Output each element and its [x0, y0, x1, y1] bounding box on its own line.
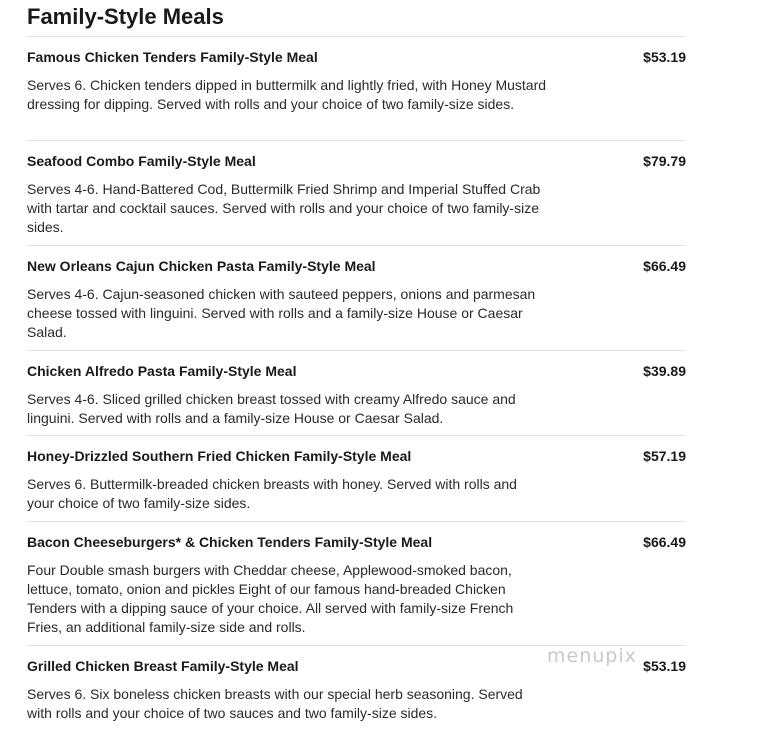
menu-item [27, 350, 686, 436]
section-heading: Family-Style Meals [27, 4, 224, 29]
item-description: Serves 6. Buttermilk-breaded chicken breasts with honey. Served with rolls and your choice of two family-size sides. [27, 476, 517, 511]
item-name: New Orleans Cajun Chicken Pasta Family-Style Meal [27, 258, 376, 274]
item-description: Serves 4-6. Sliced grilled chicken breast tossed with creamy Alfredo sauce and linguini. Served with rolls and a family-size House or Caesar Salad. [27, 391, 516, 426]
menu-item [27, 435, 686, 522]
item-name: Seafood Combo Family-Style Meal [27, 153, 256, 169]
item-name: Famous Chicken Tenders Family-Style Meal [27, 49, 318, 65]
item-description: Serves 4-6. Hand-Battered Cod, Buttermilk Fried Shrimp and Imperial Stuffed Crab with tartar and cocktail sauces. Served with rolls and your choice of two family-size sides. [27, 181, 541, 235]
watermark-logo: menupix [547, 645, 637, 667]
item-description: Serves 6. Chicken tenders dipped in buttermilk and lightly fried, with Honey Mustard dressing for dipping. Served with rolls and your choice of two family-size sides. [27, 77, 547, 112]
item-price: $79.79 [643, 153, 686, 169]
item-description: Four Double smash burgers with Cheddar cheese, Applewood-smoked bacon, lettuce, tomato, onion and pickles Eight of our famous hand-breaded Chicken Tenders with a dipping sauce of your choice. All served with family-size French Fries, an additional family-size side and rolls. [27, 562, 514, 635]
item-description: Serves 4-6. Cajun-seasoned chicken with sauteed peppers, onions and parmesan cheese tossed with linguini. Served with rolls and a family-size House or Caesar Salad. [27, 286, 536, 340]
item-price: $66.49 [643, 258, 686, 274]
item-price: $66.49 [643, 534, 686, 550]
item-price: $57.19 [643, 448, 686, 464]
item-description: Serves 6. Six boneless chicken breasts with our special herb seasoning. Served with rolls and your choice of two sauces and two family-size sides. [27, 686, 523, 721]
item-price: $53.19 [643, 49, 686, 65]
menu-item [27, 140, 686, 246]
item-price: $39.89 [643, 363, 686, 379]
item-name: Honey-Drizzled Southern Fried Chicken Family-Style Meal [27, 448, 412, 464]
menu-item [27, 36, 686, 141]
menu-item [27, 521, 686, 646]
item-price: $53.19 [643, 658, 686, 674]
item-name: Grilled Chicken Breast Family-Style Meal [27, 658, 299, 674]
item-name: Chicken Alfredo Pasta Family-Style Meal [27, 363, 297, 379]
item-name: Bacon Cheeseburgers* & Chicken Tenders Family-Style Meal [27, 534, 433, 550]
menu-item [27, 245, 686, 351]
